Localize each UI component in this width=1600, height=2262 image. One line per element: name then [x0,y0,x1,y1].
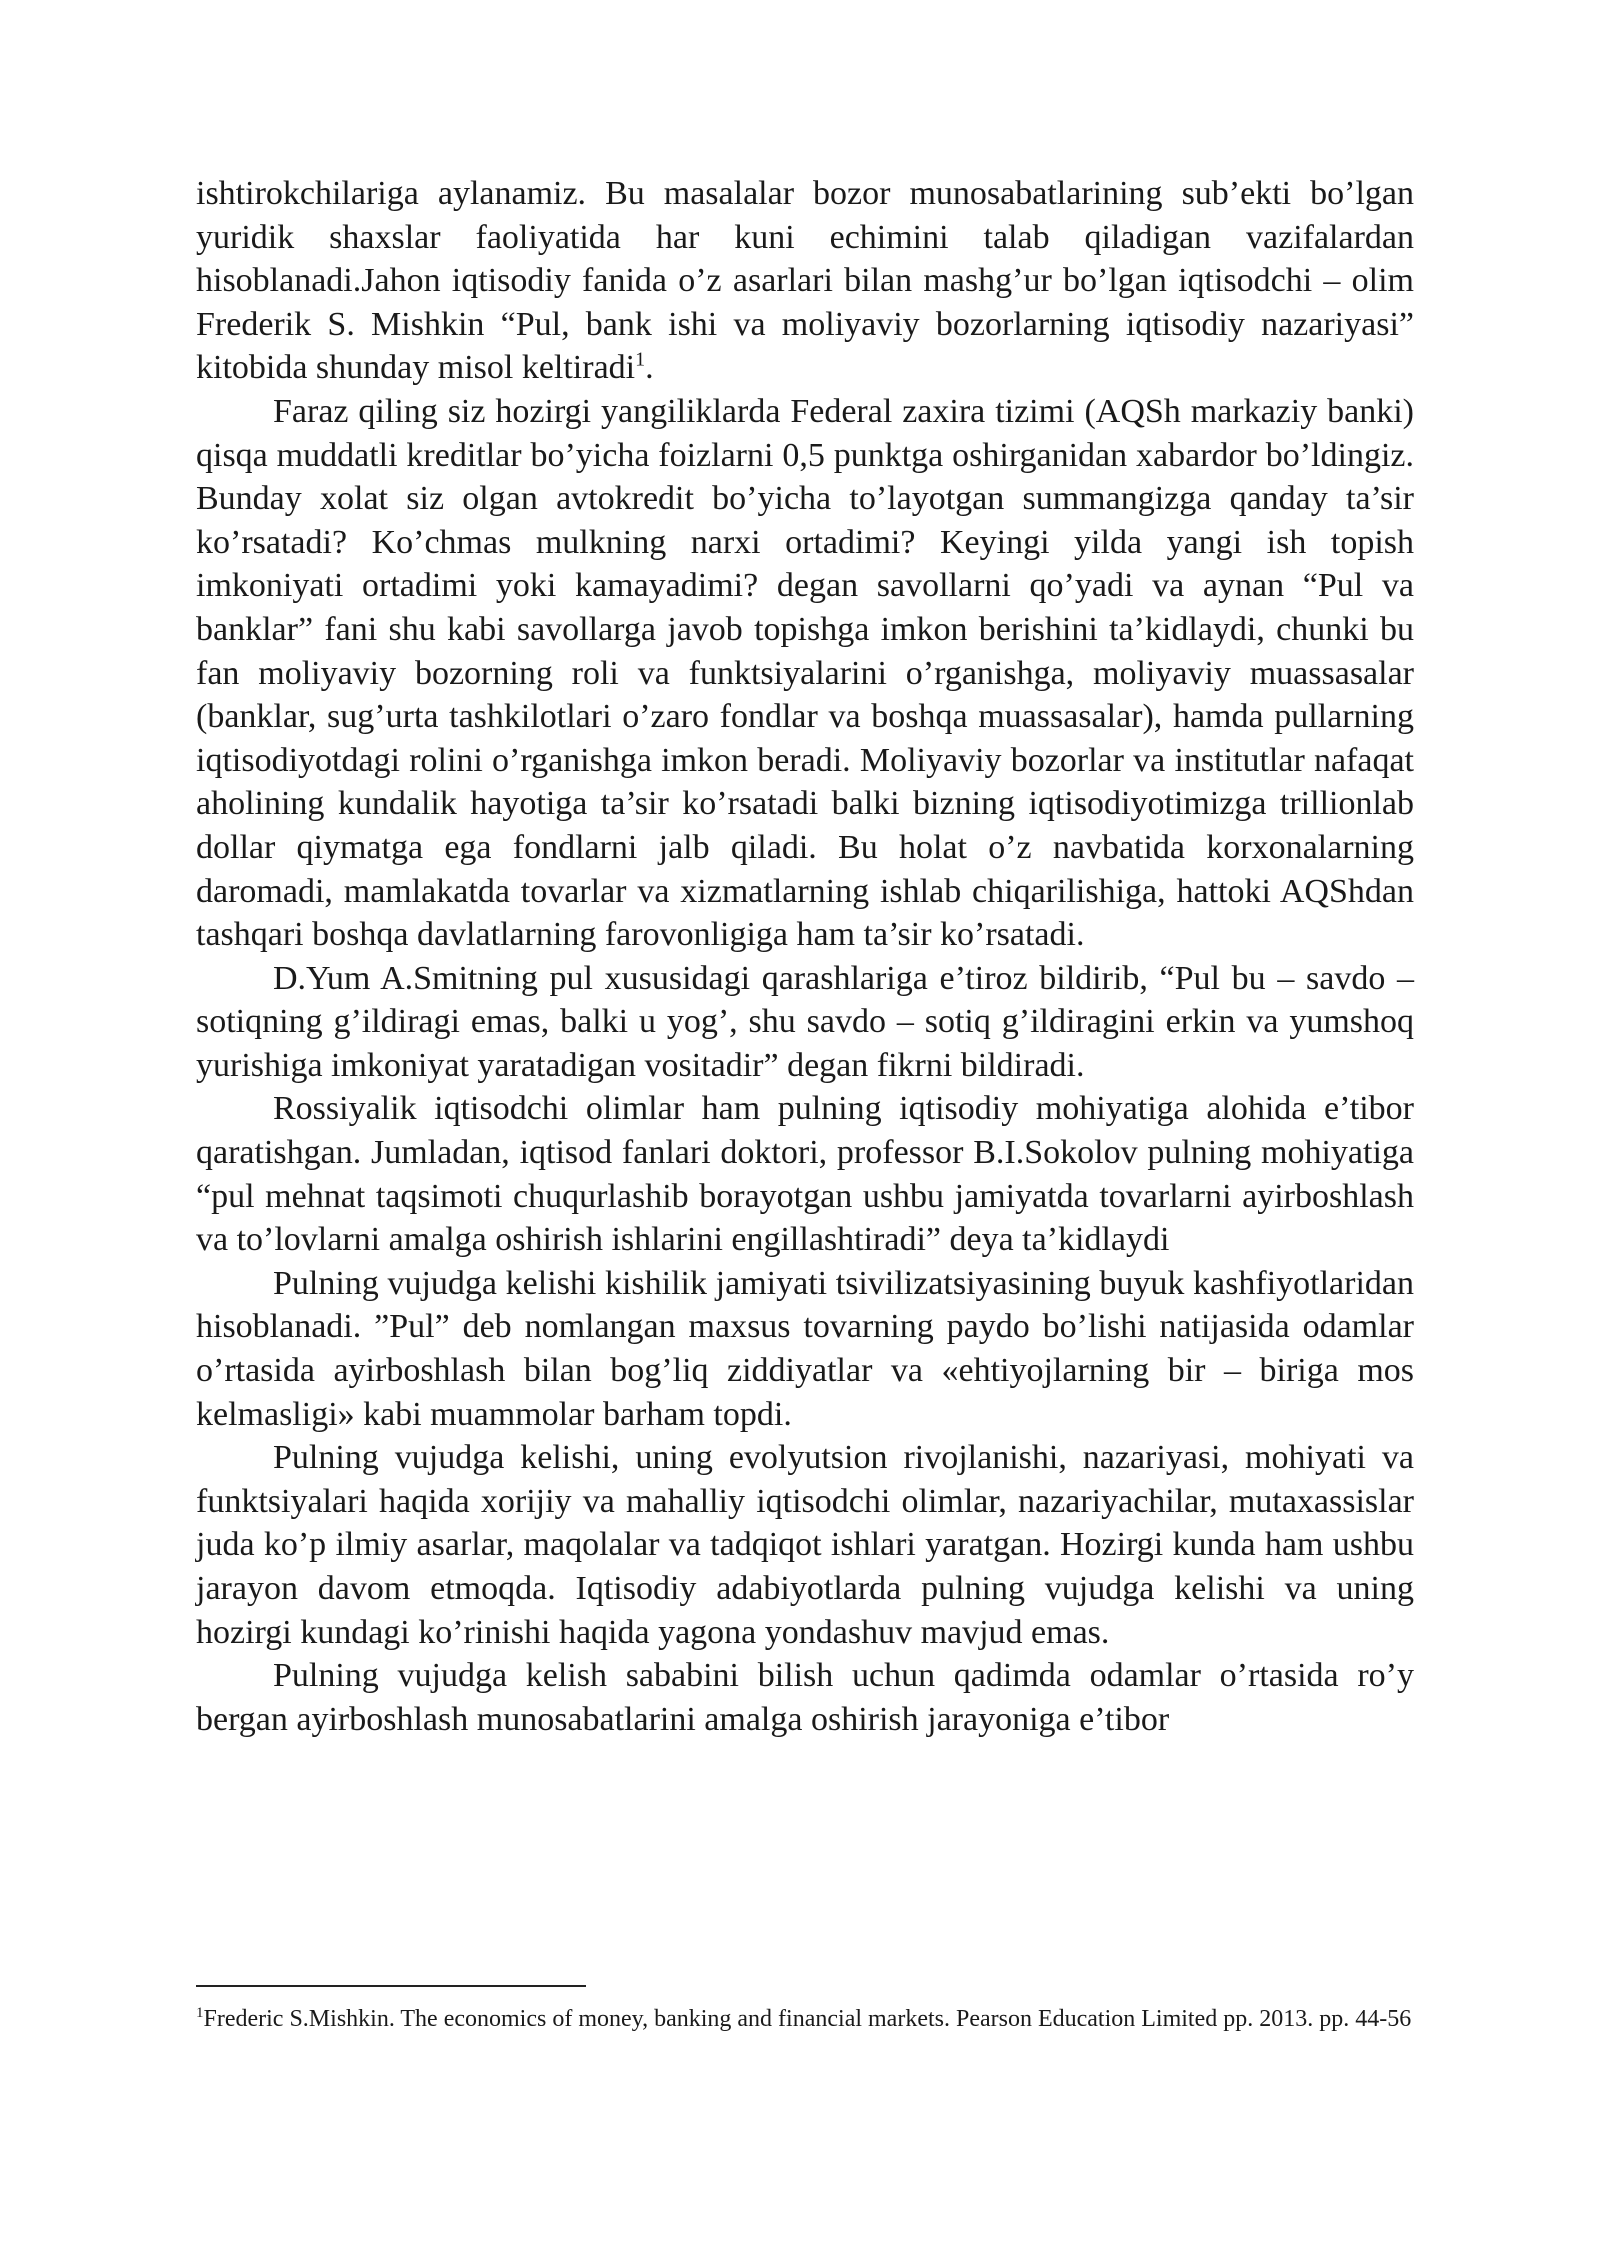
paragraph-2: Faraz qiling siz hozirgi yangiliklarda Federal zaxira tizimi (AQSh markaziy banki) qisqa muddatli kreditlar bo’yicha foizlarni 0,5 punktga oshirganidan xabardor bo’ldingiz. Bunday xolat siz olgan avtokredit bo’yicha to’layotgan summangizga qanday ta’sir ko’rsatadi? Ko’chmas mulkning narxi ortadimi? Keyingi yilda yangi ish topish imkoniyati ortadimi yoki kamayadimi? degan savollarni qo’yadi va aynan “Pul va banklar” fani shu kabi savollarga javob topishga imkon berishini ta’kidlaydi, chunki bu fan moliyaviy bozorning roli va funktsiyalarini o’rganishga, moliyaviy muassasalar (banklar, sug’urta tashkilotlari o’zaro fondlar va boshqa muassasalar), hamda pullarning iqtisodiyotdagi rolini o’rganishga imkon beradi. Moliyaviy bozorlar va institutlar nafaqat aholining kundalik hayotiga ta’sir ko’rsatadi balki bizning iqtisodiyotimizga trillionlab dollar qiymatga ega fondlarni jalb qiladi. Bu holat o’z navbatida korxonalarning daromadi, mamlakatda tovarlar va xizmatlarning ishlab chiqarilishiga, hattoki AQShdan tashqari boshqa davlatlarning farovonligiga ham ta’sir ko’rsatadi. [196,392,1414,954]
footnote-marker: 1 [196,2005,204,2021]
footnote-separator [196,1985,586,1987]
paragraph-1 [196,172,1414,390]
paragraph-6: Pulning vujudga kelishi, uning evolyutsion rivojlanishi, nazariyasi, mohiyati va funktsiyalari haqida xorijiy va mahalliy iqtisodchi olimlar, nazariyachilar, mutaxassislar juda ko’p ilmiy asarlar, maqolalar va tadqiqot ishlari yaratgan. Hozirgi kunda ham ushbu jarayon davom etmoqda. Iqtisodiy adabiyotlarda pulning vujudga kelishi va uning hozirgi kundagi ko’rinishi haqida yagona yondashuv mavjud emas. [196,1439,1414,1651]
paragraph-3: D.Yum A.Smitning pul xususidagi qarashlariga e’tiroz bildirib, “Pul bu – savdo – sotiqning g’ildiragi emas, balki u yog’, shu savdo – sotiq g’ildiragini erkin va yumshoq yurishiga imkoniyat yaratadigan vositadir” degan fikrni bildiradi. [196,959,1414,1084]
paragraph-end-punctuation: . [645,349,654,387]
document-body [196,172,1414,1741]
footnote-text: Frederic S.Mishkin. The economics of money, banking and financial markets. Pearson Education Limited pp. 2013. pp. 44-56 [203,2006,1412,2032]
footnote-reference[interactable]: 1 [635,349,646,372]
paragraph-text: ishtirokchilariga aylanamiz. Bu masalalar bozor munosabatlarining sub’ekti bo’lgan yuridik shaxslar faoliyatida har kuni echimini talab qiladigan vazifalardan hisoblanadi.Jahon iqtisodiy fanida o’z asarlari bilan mashg’ur bo’lgan iqtisodchi – olim Frederik S. Mishkin “Pul, bank ishi va moliyaviy bozorlarning iqtisodiy nazariyasi” kitobida shunday misol keltiradi [196,175,1414,387]
paragraph-7: Pulning vujudga kelish sababini bilish uchun qadimda odamlar o’rtasida ro’y bergan ayirboshlash munosabatlarini amalga oshirish jarayoniga e’tibor [196,1657,1414,1738]
paragraph-5: Pulning vujudga kelishi kishilik jamiyati tsivilizatsiyasining buyuk kashfiyotlaridan hisoblanadi. ”Pul” deb nomlangan maxsus tovarning paydo bo’lishi natijasida odamlar o’rtasida ayirboshlash bilan bog’liq ziddiyatlar va «ehtiyojlarning bir – biriga mos kelmasligi» kabi muammolar barham topdi. [196,1264,1414,1433]
footnote [196,2002,1414,2036]
paragraph-4: Rossiyalik iqtisodchi olimlar ham pulning iqtisodiy mohiyatiga alohida e’tibor qaratishgan. Jumladan, iqtisod fanlari doktori, professor B.I.Sokolov pulning mohiyatiga “pul mehnat taqsimoti chuqurlashib borayotgan ushbu jamiyatda tovarlarni ayirboshlash va to’lovlarni amalga oshirish ishlarini engillashtiradi” deya ta’kidlaydi [196,1090,1414,1259]
